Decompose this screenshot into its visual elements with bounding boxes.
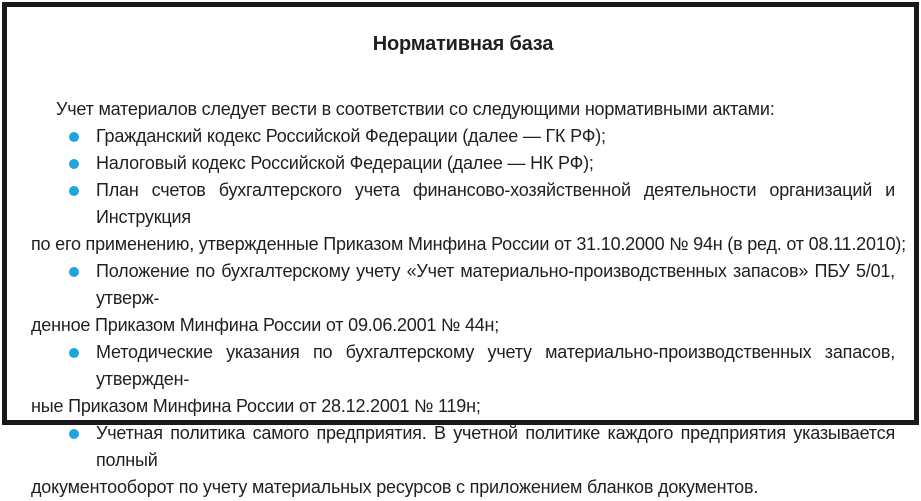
list-item-first-line (31, 258, 895, 312)
bullet-icon (69, 159, 79, 169)
list-item-text: Учетная политика самого предприятия. В учетной политике каждого предприятия указывается полный (96, 423, 895, 470)
list-item-continuation-line (31, 474, 895, 501)
box-title: Нормативная база (372, 33, 554, 55)
regulations-list (31, 123, 906, 501)
list-item-text: ные Приказом Минфина России от 28.12.2001 № 119н; (31, 396, 481, 416)
list-item-continuation-line (31, 312, 895, 339)
bullet-icon (69, 429, 79, 439)
list-item-continuation-line (31, 231, 906, 258)
list-item-continuation-line (31, 393, 895, 420)
bullet-icon (69, 348, 79, 358)
list-item-first-line (31, 177, 895, 231)
list-item-text: План счетов бухгалтерского учета финансово-хозяйственной деятельности организаций и Инструкция (96, 180, 895, 227)
list-item-first-line (31, 420, 895, 474)
bullet-icon (69, 186, 79, 196)
list-item-text: Методические указания по бухгалтерскому учету материально-производственных запасов, утвержден- (96, 342, 895, 389)
list-item-text: Налоговый кодекс Российской Федерации (далее — НК РФ); (96, 153, 594, 173)
list-item-text: по его применению, утвержденные Приказом Минфина России от 31.10.2000 № 94н (в ред. от 08.11.2010); (31, 234, 906, 254)
list-item-first-line (31, 123, 895, 150)
list-item-first-line (31, 150, 895, 177)
list-item-first-line (31, 339, 895, 393)
bullet-icon (69, 132, 79, 142)
list-item-text: Положение по бухгалтерскому учету «Учет материально-производственных запасов» ПБУ 5/01, утверж- (96, 261, 895, 308)
list-item-text: Гражданский кодекс Российской Федерации (далее — ГК РФ); (96, 126, 606, 146)
normative-base-box (2, 2, 919, 497)
intro-paragraph: Учет материалов следует вести в соответствии со следующими нормативными актами: (56, 99, 775, 119)
list-item-text: документооборот по учету материальных ресурсов с приложением бланков документов. (31, 477, 759, 497)
bullet-icon (69, 267, 79, 277)
list-item-text: денное Приказом Минфина России от 09.06.2001 № 44н; (31, 315, 500, 335)
